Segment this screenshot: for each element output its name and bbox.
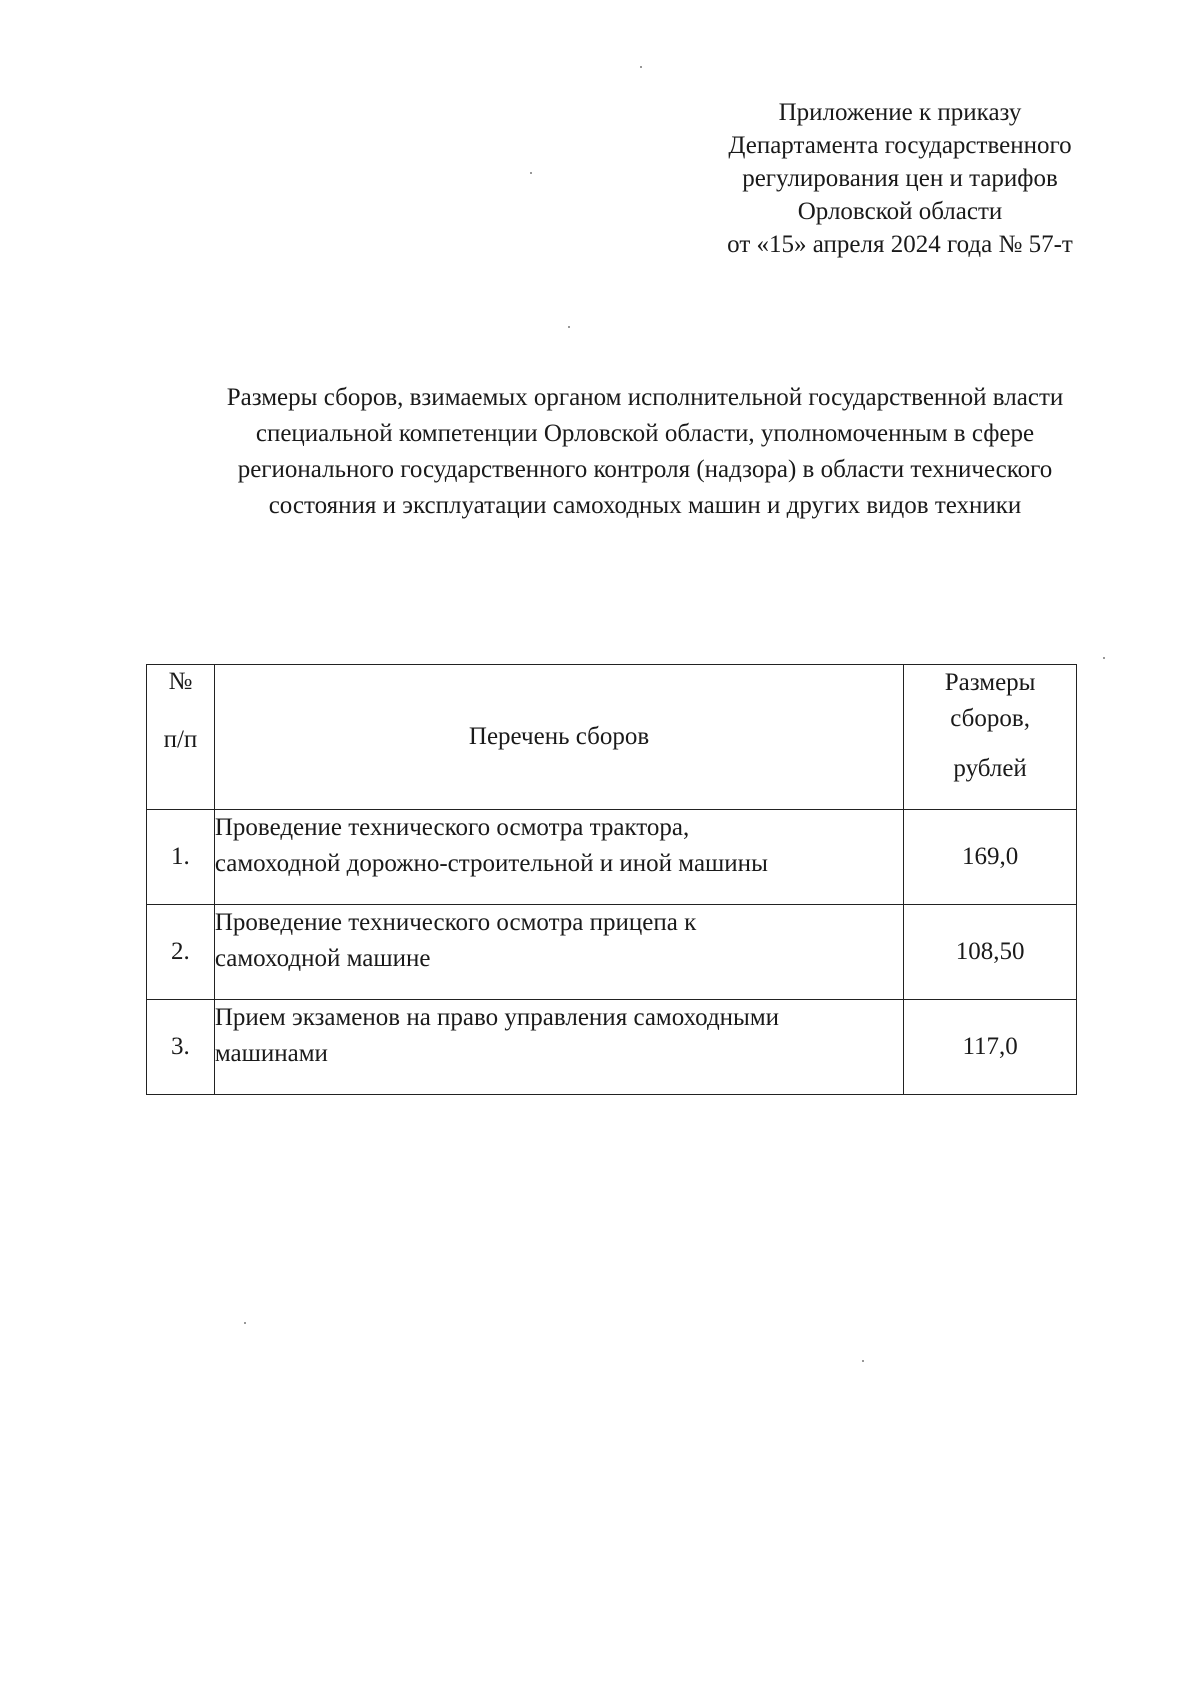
fee-name-line: самоходной машине [214,945,431,972]
title-line: Размеры сборов, взимаемых органом исполнительной государственной власти [226,384,1064,411]
fee-name-line: Проведение технического осмотра прицепа к [214,909,697,936]
appendix-line: регулирования цен и тарифов [742,165,1058,192]
row-fee-amount: 108,50 [904,905,1077,1000]
fee-name-line: Прием экзаменов на право управления самоходными [214,1004,780,1031]
row-fee-name [214,1000,903,1095]
header-amount-line: сборов, [950,705,1030,732]
header-amount-line: рублей [953,755,1027,782]
appendix-line: Орловской области [797,198,1003,225]
title-line: специальной компетенции Орловской области, уполномоченным в сфере [255,420,1035,447]
fee-name-line: самоходной дорожно-строительной и иной машины [214,850,768,877]
header-fee-amount [904,665,1077,810]
title-line: регионального государственного контроля (надзора) в области технического [237,456,1053,483]
row-fee-amount: 169,0 [904,810,1077,905]
scan-speck [530,172,532,174]
table-header-row [147,665,1077,810]
appendix-line: Приложение к приказу [778,99,1022,126]
header-amount-line: Размеры [944,669,1036,696]
table-row [147,810,1077,905]
document-title [130,380,1160,524]
row-number: 2. [147,905,215,1000]
header-fee-list: Перечень сборов [214,665,903,810]
appendix-header [660,96,1140,261]
appendix-line: от «15» апреля 2024 года № 57-т [727,231,1073,258]
appendix-line: Департамента государственного [728,132,1072,159]
row-fee-name [214,905,903,1000]
row-fee-name [214,810,903,905]
table-row [147,1000,1077,1095]
scan-speck [568,326,570,328]
row-number: 1. [147,810,215,905]
fees-table [146,664,1077,1095]
header-number-label: п/п [163,726,198,753]
fee-name-line: машинами [214,1040,328,1067]
scan-speck [862,1360,864,1362]
header-number-symbol: № [168,668,193,695]
table-row [147,905,1077,1000]
header-number [147,665,215,810]
scan-speck [244,1322,246,1324]
scan-speck [640,66,642,68]
scan-speck [1103,657,1105,659]
title-line: состояния и эксплуатации самоходных машин и других видов техники [268,492,1022,519]
row-number: 3. [147,1000,215,1095]
row-fee-amount: 117,0 [904,1000,1077,1095]
fee-name-line: Проведение технического осмотра трактора, [214,814,690,841]
